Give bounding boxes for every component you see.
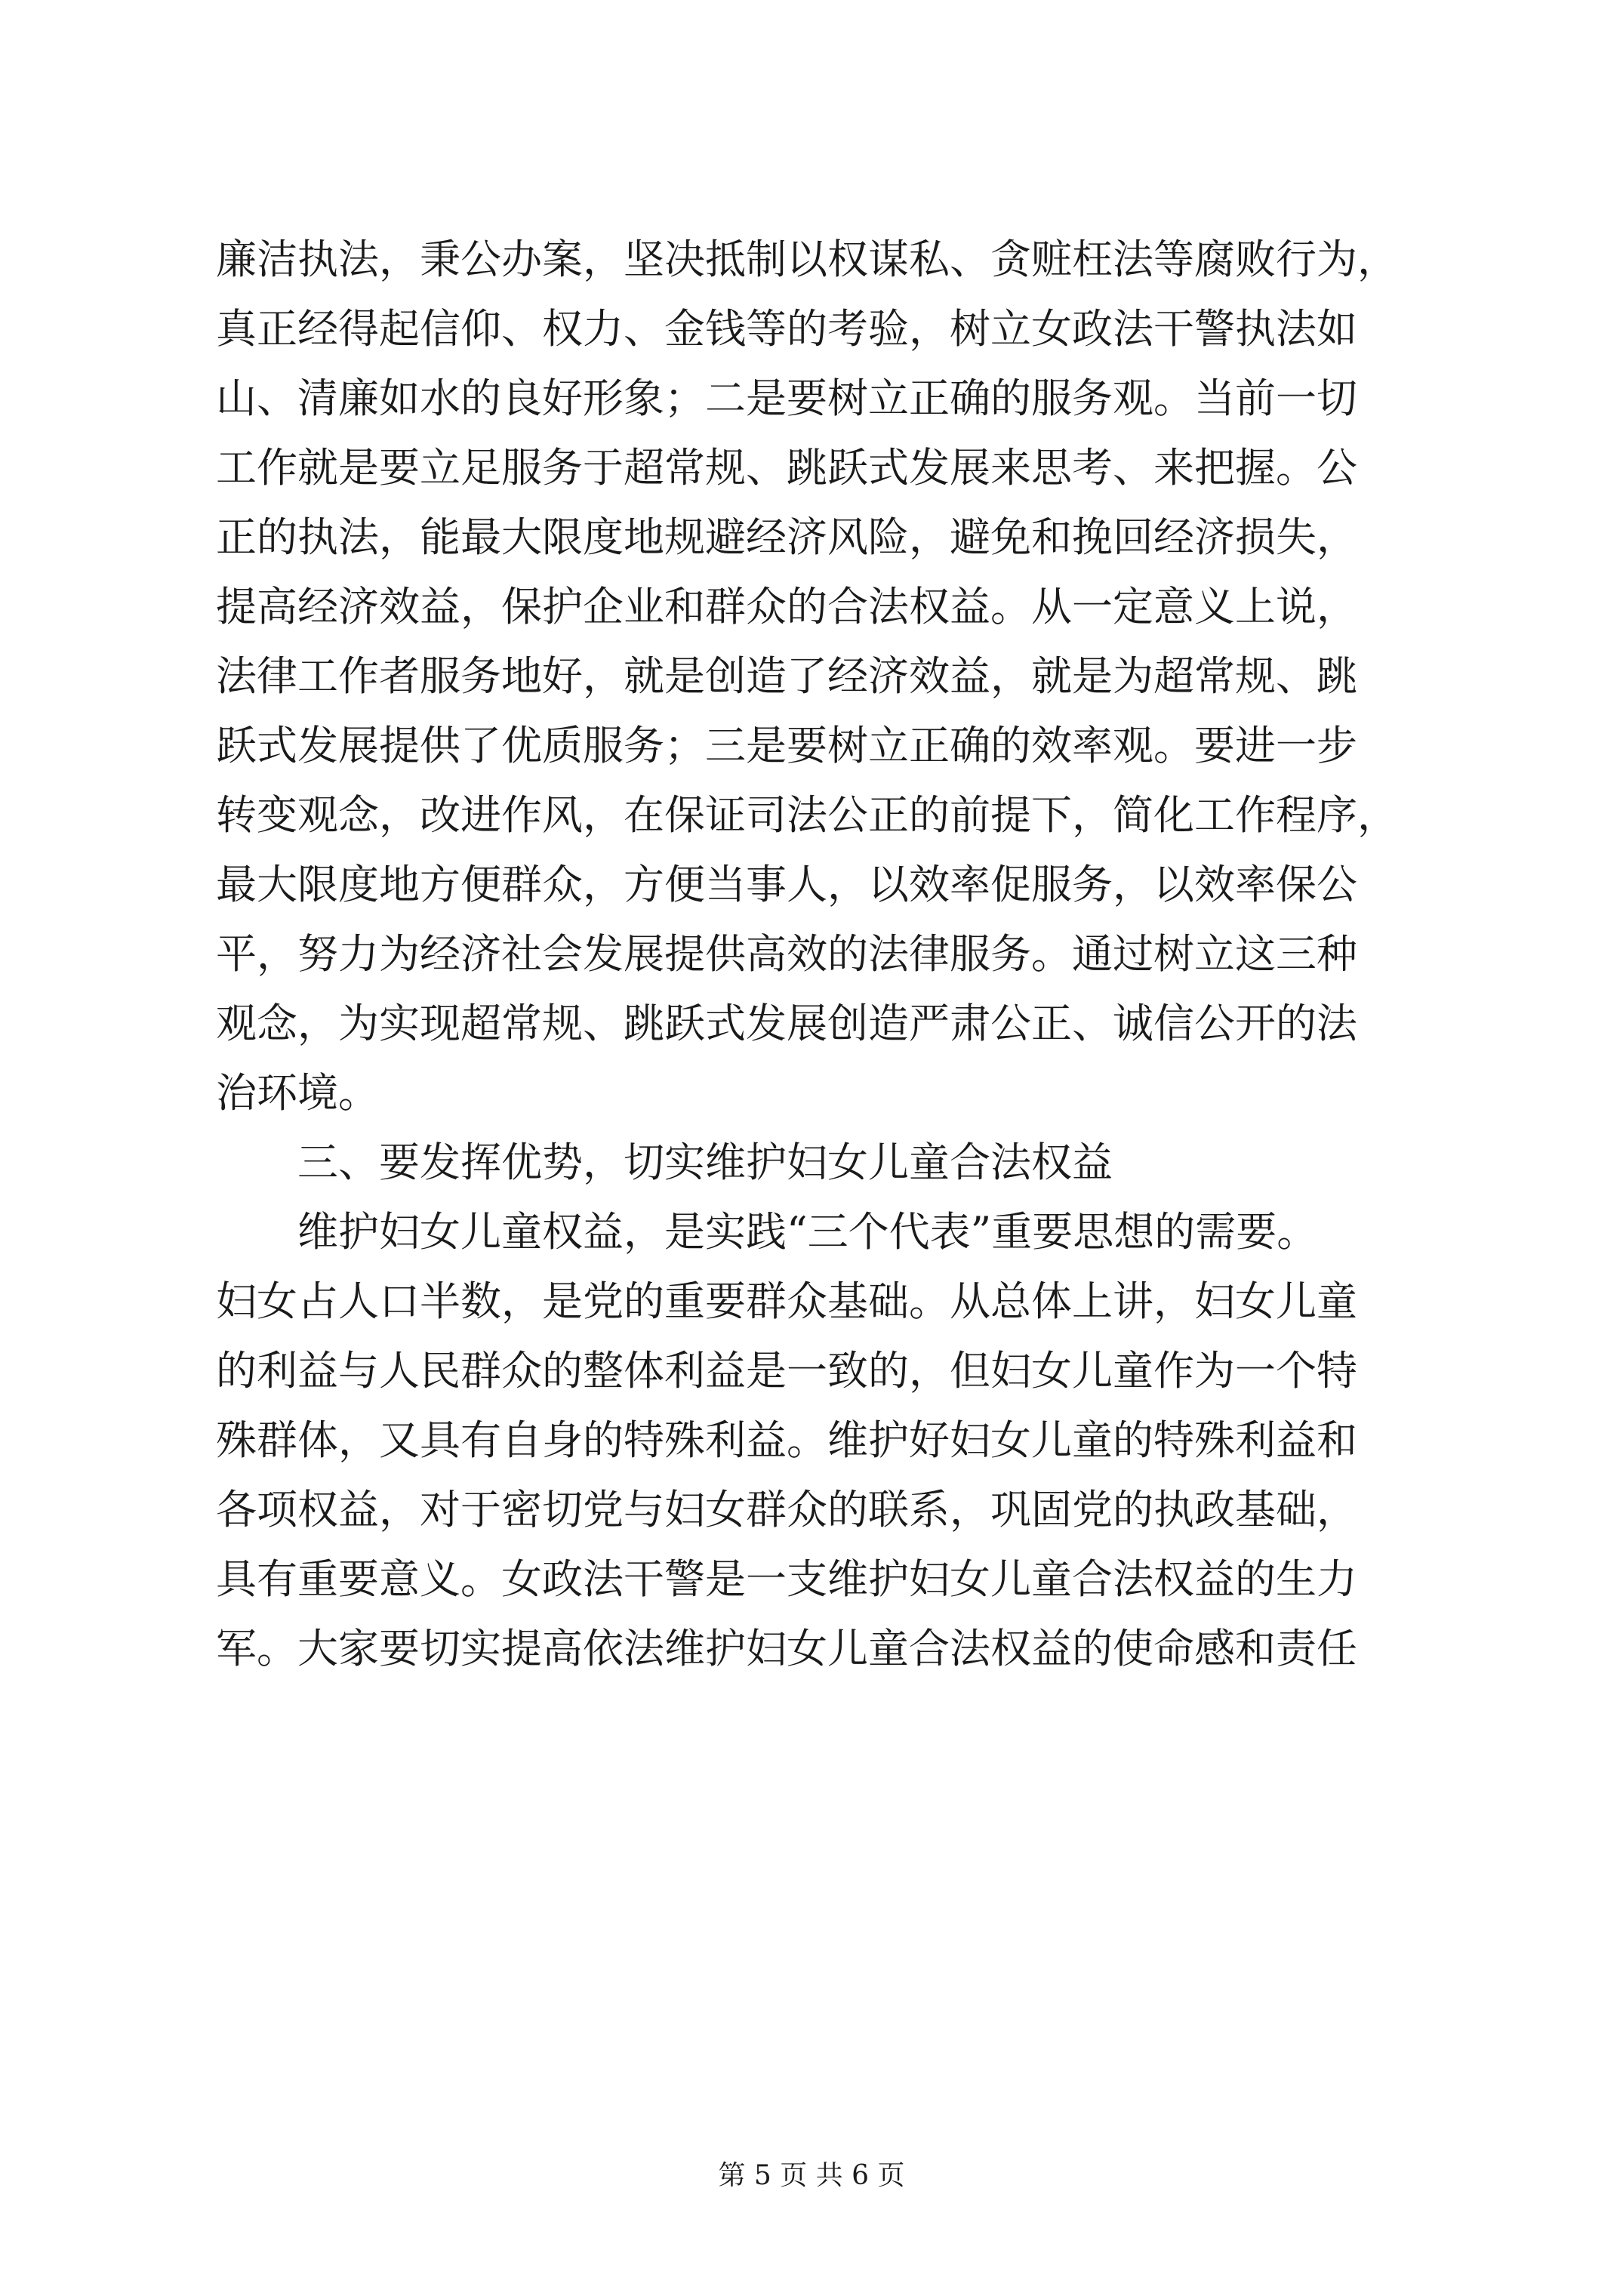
text-line: 法律工作者服务地好，就是创造了经济效益，就是为超常规、跳 xyxy=(216,652,1357,700)
text-line: 提高经济效益，保护企业和群众的合法权益。从一定意义上说， xyxy=(216,583,1357,630)
text-line: 治环境。 xyxy=(216,1069,379,1117)
text-line: 各项权益，对于密切党与妇女群众的联系，巩固党的执政基础， xyxy=(216,1486,1357,1533)
page-number-footer: 第 5 页 共 6 页 xyxy=(718,2160,905,2191)
section-heading: 三、要发挥优势，切实维护妇女儿童合法权益 xyxy=(216,1139,1113,1186)
text-line: 维护妇女儿童权益，是实践“三个代表”重要思想的需要。 xyxy=(216,1208,1318,1256)
text-line: 正的执法，能最大限度地规避经济风险，避免和挽回经济损失， xyxy=(216,513,1357,561)
text-line: 转变观念，改进作风，在保证司法公正的前提下，简化工作程序， xyxy=(216,791,1398,839)
text-line: 山、清廉如水的良好形象；二是要树立正确的服务观。当前一切 xyxy=(216,374,1357,422)
text-line: 最大限度地方便群众，方便当事人，以效率促服务，以效率保公 xyxy=(216,861,1357,908)
text-line: 的利益与人民群众的整体利益是一致的，但妇女儿童作为一个特 xyxy=(216,1347,1357,1395)
text-line: 具有重要意义。女政法干警是一支维护妇女儿童合法权益的生力 xyxy=(216,1555,1357,1603)
text-line: 妇女占人口半数，是党的重要群众基础。从总体上讲，妇女儿童 xyxy=(216,1277,1357,1325)
body-text xyxy=(216,225,1424,1684)
text-line: 军。大家要切实提高依法维护妇女儿童合法权益的使命感和责任 xyxy=(216,1625,1357,1672)
text-line: 殊群体，又具有自身的特殊利益。维护好妇女儿童的特殊利益和 xyxy=(216,1416,1357,1464)
text-line: 工作就是要立足服务于超常规、跳跃式发展来思考、来把握。公 xyxy=(216,444,1357,492)
text-line: 观念，为实现超常规、跳跃式发展创造严肃公正、诚信公开的法 xyxy=(216,1000,1357,1047)
text-line: 跃式发展提供了优质服务；三是要树立正确的效率观。要进一步 xyxy=(216,722,1357,769)
text-line: 平，努力为经济社会发展提供高效的法律服务。通过树立这三种 xyxy=(216,930,1357,978)
text-line: 真正经得起信仰、权力、金钱等的考验，树立女政法干警执法如 xyxy=(216,305,1357,353)
text-line: 廉洁执法，秉公办案，坚决抵制以权谋私、贪赃枉法等腐败行为， xyxy=(216,236,1398,283)
